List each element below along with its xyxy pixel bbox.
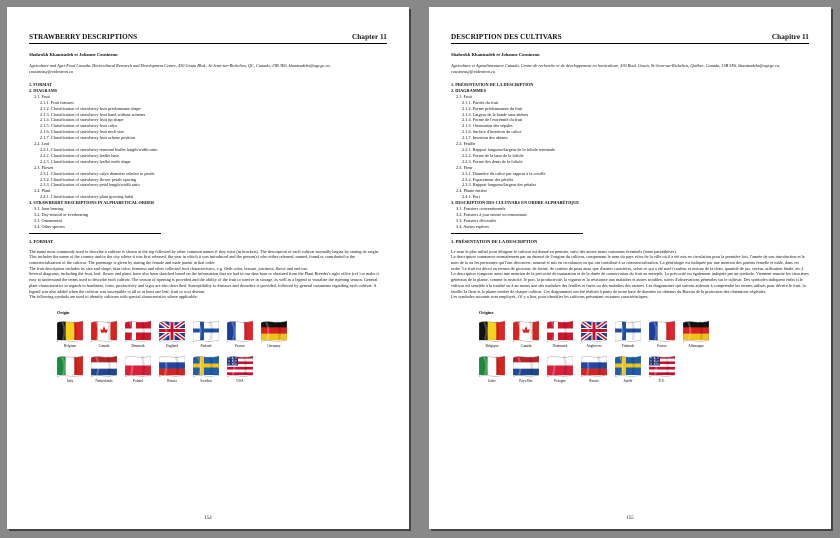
flag-nl-icon — [513, 354, 539, 377]
toc-item: 3.3. Ornamental — [34, 217, 62, 223]
toc-item: 3. DESCRIPTION DES CULTIVARS EN ORDRE ALPHABÉTIQUE — [451, 200, 580, 206]
flag-us — [227, 354, 253, 383]
toc-item: 2.4.1. Classification of strawberry plant growing habit — [40, 194, 134, 200]
flag-en — [159, 319, 185, 348]
flag-legend — [479, 319, 809, 383]
flag-fr — [227, 319, 253, 348]
toc-item: 2.1.2. Classification of strawberry fruit predominant shape — [40, 105, 141, 111]
toc-item: 2.3.2. Classification of strawberry flower petals spacing — [40, 176, 137, 182]
flag-row — [57, 319, 387, 348]
flag-dk — [547, 319, 573, 348]
flag-it — [57, 354, 83, 383]
flag-row — [479, 319, 809, 348]
flag-fi-icon — [615, 319, 641, 342]
toc-item: 2.1.3. Classification of strawberry fruit band without achenes — [40, 111, 146, 117]
flag-ru-icon — [159, 354, 185, 377]
flag-be-icon — [479, 319, 505, 342]
page-right — [429, 7, 831, 529]
toc-item: 3.2. Day-neutral or everbearing — [34, 211, 89, 217]
flag-ca-icon — [513, 319, 539, 342]
toc-item: 2.3.1. Classification of strawberry calyx diameter relative to petals — [40, 170, 155, 176]
origin-label: Origine — [479, 309, 494, 315]
header-title: STRAWBERRY DESCRIPTIONS — [29, 33, 138, 41]
flag-fi — [193, 319, 219, 348]
flag-caption: Canada — [520, 343, 532, 348]
toc-item: 2.2.2. Forme de la base de la foliole — [462, 152, 524, 158]
flag-dk-icon — [125, 319, 151, 342]
header-chapter: Chapitre 11 — [771, 33, 809, 41]
table-of-contents — [451, 82, 809, 230]
toc-item: 2.3. Flower — [34, 164, 54, 170]
flag-pl — [125, 354, 151, 383]
toc-item: 2.2.1. Rapport longueur/largeur de la foliole terminale — [462, 146, 556, 152]
flag-ca — [513, 319, 539, 348]
toc-item: 2.2. Feuille — [456, 141, 476, 147]
flag-ru-icon — [581, 354, 607, 377]
paragraph: The name most commonly used to describe a cultivar is shown at the top followed by other common names if they exist (in brackets). The description of each cultivar normally begins by stating its origin. This includes the name of the country and/or the city where it was first released, the year in which it was introduced and the person(s) who either released, named, found or contributed to the commercialization of the cultivar. The parentage is given by stating the female and male parent in that order. — [29, 248, 380, 266]
toc-item: 2. DIAGRAMMES — [451, 87, 487, 93]
flag-caption: Belgium — [63, 343, 77, 348]
flag-us-icon — [649, 354, 675, 377]
toc-item: 2.1.5. Classification of strawberry fruit calyx — [40, 123, 118, 129]
flag-caption: Russia — [167, 378, 177, 383]
page-number: 155 — [626, 516, 634, 521]
flag-caption: Germany — [267, 343, 281, 348]
origin-label: Origin — [57, 309, 70, 315]
flag-fr — [649, 319, 675, 348]
header-chapter: Chapter 11 — [351, 33, 387, 41]
toc-item: 2.1.6. Classification of strawberry fruit neck size — [40, 129, 124, 135]
flag-ru — [581, 354, 607, 383]
toc-item: 2.2.3. Classification of strawberry leaflet teeth shape — [40, 158, 131, 164]
flag-fr-icon — [227, 319, 253, 342]
toc-item: 2.3.3. Classification of strawberry petal length/width ratio — [40, 182, 140, 188]
toc-item: 2.1. Fruit — [34, 93, 50, 99]
flag-pl — [547, 354, 573, 383]
flag-se-icon — [193, 354, 219, 377]
flag-caption: Italy — [66, 378, 74, 383]
toc-item: 2.1.1. Parties du fruit — [462, 99, 499, 105]
affiliation: Agriculture and Agri-Food Canada, Horticultural Research and Development Centre, 430 Gouin Blvd., St-Jean-sur-Richelieu, QC, Canada, J3B 3E6, khanizadehs@agr.gc.ca, cousineauj@videotron.ca — [29, 63, 331, 74]
flag-be — [479, 319, 505, 348]
table-of-contents — [29, 82, 387, 230]
toc-item: 1. PRÉSENTATION DE LA DESCRIPTION — [451, 82, 534, 87]
flag-dk-icon — [547, 319, 573, 342]
flag-row — [479, 354, 809, 383]
flag-caption: Belgique — [485, 343, 499, 348]
flag-ru — [159, 354, 185, 383]
section-heading: 1. FORMAT — [29, 238, 54, 244]
toc-item: 3.4. Other species — [34, 223, 65, 229]
flag-caption: Canada — [98, 343, 110, 348]
flag-legend — [57, 319, 387, 383]
paragraph: The fruit description includes its size and shape, skin color, firmness and other collected fruit characteristics, e.g. flesh color, texture, juiciness, flavor and end use. — [29, 265, 309, 271]
flag-de — [683, 319, 709, 348]
section-heading: 1. PRÉSENTATION DE LA DESCRIPTION — [451, 238, 538, 244]
flag-caption: Allemagne — [688, 343, 704, 348]
flag-caption: Finland — [200, 343, 212, 348]
flag-en-icon — [159, 319, 185, 342]
flag-caption: Netherlands — [95, 378, 113, 383]
header-title: DESCRIPTION DES CULTIVARS — [451, 33, 562, 41]
flag-se — [193, 354, 219, 383]
toc-item: 3.2. Fraisiers à jour neutre ou remontants — [456, 211, 527, 217]
flag-dk — [125, 319, 151, 348]
flag-us-icon — [227, 354, 253, 377]
toc-item: 2.4. Plant — [34, 188, 51, 194]
toc-item: 2.2. Leaf — [34, 141, 50, 147]
flag-caption: Suède — [623, 378, 633, 383]
flag-ca-icon — [91, 319, 117, 342]
flag-en-icon — [581, 319, 607, 342]
flag-caption: Danemark — [552, 343, 568, 348]
flag-caption: Poland — [133, 378, 143, 383]
flag-caption: Angleterre — [586, 343, 602, 348]
toc-item: 3.1. June bearing — [34, 206, 64, 212]
separator — [29, 233, 161, 234]
flag-caption: USA — [236, 378, 244, 383]
flag-caption: Denmark — [131, 343, 145, 348]
paragraph: Several diagrams, including the fruit, leaf, flower and plant, have also been sketched based on the information that we had in our data base or obtained from the Plant Breeder's right office (ref.) to make it easy to understand the terms used to describe each cultivar. The season of ripening is provided and the ability of the fruit to survive in storage, as well as a legend to visualize the ripening season. General plant characteristics in regards to hardiness, form, productivity and vigor are also described. Susceptibility to diseases and disorders is provided, followed by general comments regarding each cultivar. A legend was also added when the cultivar was susceptible to all or at least one leaf, fruit or root disease. — [29, 271, 379, 294]
flag-it-icon — [479, 354, 505, 377]
flag-de — [261, 319, 287, 348]
page-left — [7, 7, 409, 529]
flag-de-icon — [261, 319, 287, 342]
toc-item: 3.3. Fraisiers décoratifs — [456, 217, 497, 223]
authors: Shahrokh Khanizadeh et Johanne Cousineau — [29, 52, 118, 57]
toc-item: 2.3.3. Rapport longueur/largeur des pétales — [462, 182, 537, 188]
flag-caption: Russie — [589, 378, 599, 383]
toc-item: 2.1.1. Fruit features — [40, 99, 74, 105]
flag-en — [581, 319, 607, 348]
toc-item: 2.1.2. Forme prédominante du fruit — [462, 105, 523, 111]
toc-item: 2.1.6. Surface d'insertion du calice — [462, 129, 522, 135]
flag-nl-icon — [91, 354, 117, 377]
toc-item: 3.1. Fraisiers conventionnels — [456, 206, 506, 212]
toc-item: 2.2.2. Classification of strawberry leaflet base — [40, 152, 119, 158]
flag-caption: Pologne — [554, 378, 566, 383]
flag-nl — [513, 354, 539, 383]
flag-fr-icon — [649, 319, 675, 342]
flag-caption: Pays-Bas — [519, 378, 533, 383]
toc-item: 3.4. Autres espèces — [456, 223, 489, 229]
paragraph: La description comporte aussi une mention de la précocité de maturation et de la durée de conservation du fruit en entrepôt. La précocité est également indiquée par un symbole. Viennent ensuite les caractères généraux de la plante, comme la rusticité, le port, la productivité, la vigueur et la résistance aux maladies et autres troubles, suivis d'observations générales sur le cultivar. Des symboles indiquent enfin si le cultivar est sensible à la totalité ou à au moins une des maladies des feuilles et fruits ou des maladies des racines. Les diagrammes qui suivent aideront à comprendre les termes utilisés pour décrire le fruit, la feuille, la fleur et la plante entière de chaque cultivar. Ces diagrammes ont été réalisés à partir de notre base de données ou obtenus du Bureau de la protection des obtentions végétales. — [451, 271, 809, 294]
flag-be-icon — [57, 319, 83, 342]
flag-be — [57, 319, 83, 348]
toc-item: 1. FORMAT — [29, 82, 53, 87]
toc-item: 2.2.1. Classification of strawberry terminal leaflet length/width ratio — [40, 146, 158, 152]
paragraph: Le nom le plus utilisé pour désigner le cultivar est donné en premier, suivi des autres noms communs éventuels (entre parenthèses). — [451, 248, 677, 254]
flag-caption: England — [166, 343, 178, 348]
flag-it — [479, 354, 505, 383]
page-header — [29, 33, 387, 44]
authors: Shahrokh Khanizadeh et Johanne Cousineau — [451, 52, 540, 57]
flag-ca — [91, 319, 117, 348]
toc-item: 2.1.7. Classification of strawberry fruit achene position — [40, 135, 135, 141]
paragraph: La description commence normalement par un énoncé de l'origine du cultivar, comprenant le nom du pays et/ou de la ville où il a été mis en circulation pour la première fois, l'année de son introduction et le nom de la ou les personnes qui l'ont découvert, nommé et mis en circulation ou qui ont contribué à sa commercialisation. La généalogie est indiquée par une mention des parents femelle et mâle, dans cet ordre. Le fruit est décrit en termes de grosseur, de forme, de couleur de peau ainsi que d'autres caractères, selon ce qui a été noté (couleur et texture de la chair, quantité de jus, saveur, utilisation finale, etc.). — [451, 254, 805, 271]
affiliation: Agriculture et Agroalimentaire Canada, Centre de recherche et de développement en horticulture, 430 Boul. Gouin, St-Jean-sur-Richelieu, Québec, Canada, J3B 3E6, khanizadehs@agr.gc.ca, cousineauj@videotron.ca — [451, 63, 781, 74]
toc-item: 2. DIAGRAMS — [29, 87, 58, 93]
flag-fi-icon — [193, 319, 219, 342]
flag-fi — [615, 319, 641, 348]
flag-caption: Italie — [488, 378, 496, 383]
paragraph: The following symbols are used to identify cultivars with special characteristics where applicable: — [29, 294, 198, 300]
toc-item: 2.4. Plante entière — [456, 188, 488, 194]
flag-pl-icon — [125, 354, 151, 377]
toc-item: 2.4.1. Port — [462, 194, 480, 200]
flag-row — [57, 354, 387, 383]
flag-se-icon — [615, 354, 641, 377]
flag-caption: France — [657, 343, 667, 348]
body-text — [29, 249, 387, 300]
flag-nl — [91, 354, 117, 383]
toc-item: 3. STRAWBERRY DESCRIPTIONS IN ALPHABETICAL ORDER — [29, 200, 155, 206]
page-header — [451, 33, 809, 44]
page-number: 154 — [204, 516, 212, 521]
toc-item: 2.3. Fleur — [456, 164, 473, 170]
flag-de-icon — [683, 319, 709, 342]
flag-caption: Finlande — [621, 343, 635, 348]
body-text — [451, 249, 809, 300]
toc-item: 2.3.1. Diamètre du calice par rapport à la corolle — [462, 170, 546, 176]
toc-item: 2.2.3. Forme des dents de la foliole — [462, 158, 523, 164]
flag-caption: France — [235, 343, 245, 348]
toc-item: 2.1.4. Forme de l'extrémité du fruit — [462, 117, 523, 123]
flag-it-icon — [57, 354, 83, 377]
toc-item: 2.1.7. Insertion des akènes — [462, 135, 508, 141]
flag-caption: É.U. — [658, 378, 666, 383]
toc-item: 2.1.4. Classification of strawberry fruit tip shape — [40, 117, 124, 123]
toc-item: 2.1.5. Orientation des sépales — [462, 123, 513, 129]
toc-item: 2.1.3. Largeur de la bande sans akènes — [462, 111, 529, 117]
toc-item: 2.3.2. Espacement des pétales — [462, 176, 514, 182]
flag-se — [615, 354, 641, 383]
flag-us — [649, 354, 675, 383]
flag-caption: Sweden — [200, 378, 212, 383]
paragraph: Les symboles suivants sont employés, s'il y a lieu, pour identifier les cultivars présentant certaines caractéristiques. — [451, 294, 649, 300]
separator — [451, 233, 583, 234]
toc-item: 2.1. Fruit — [456, 93, 472, 99]
flag-pl-icon — [547, 354, 573, 377]
